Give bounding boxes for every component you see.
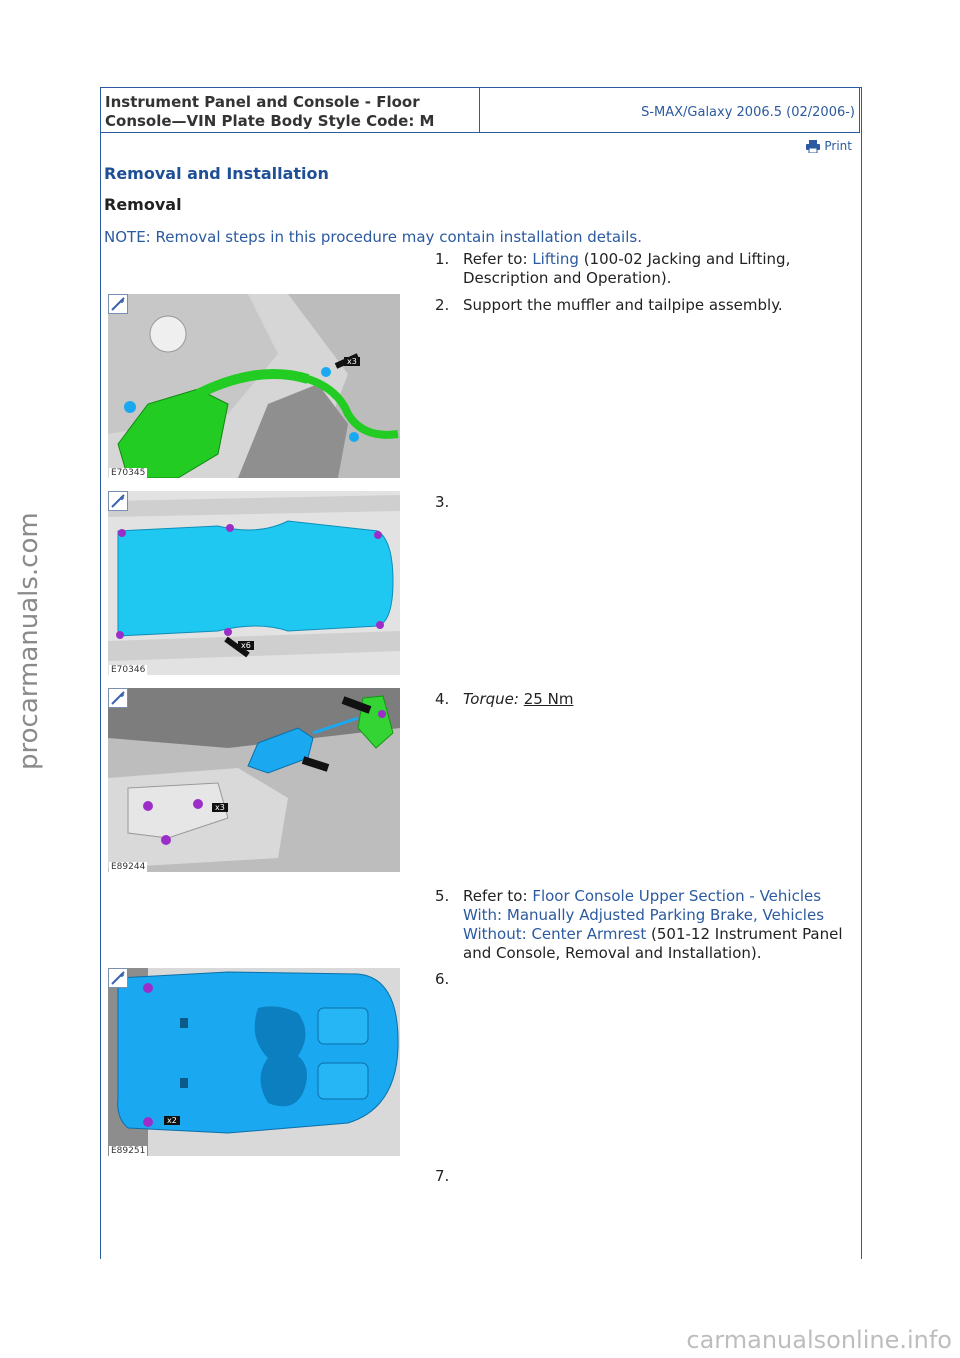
step-6: 6. bbox=[435, 970, 450, 988]
figure-id: E89244 bbox=[111, 862, 146, 872]
zoom-icon[interactable] bbox=[108, 294, 128, 314]
callout-label: x3 bbox=[344, 357, 360, 366]
muffler-illustration bbox=[108, 294, 400, 478]
sub-title: Removal bbox=[104, 195, 182, 214]
callout-label: x2 bbox=[164, 1116, 180, 1125]
side-watermark: procarmanuals.com bbox=[14, 512, 44, 770]
document-header bbox=[100, 87, 860, 133]
print-button[interactable] bbox=[806, 139, 852, 153]
torque-label: Torque: bbox=[463, 690, 519, 708]
figure-e70345 bbox=[108, 294, 400, 478]
step-1: 1. Refer to: Lifting (100-02 Jacking and Lifting, Description and Operation). bbox=[435, 250, 791, 287]
figure-id: E70346 bbox=[111, 665, 146, 675]
page-title: Instrument Panel and Console - Floor Console—VIN Plate Body Style Code: M bbox=[101, 88, 480, 132]
zoom-icon[interactable] bbox=[108, 491, 128, 511]
callout-label: x3 bbox=[212, 803, 228, 812]
figure-id: E89251 bbox=[111, 1146, 146, 1156]
section-title: Removal and Installation bbox=[104, 164, 329, 183]
zoom-icon[interactable] bbox=[108, 688, 128, 708]
link-lifting[interactable]: Lifting bbox=[532, 250, 579, 268]
heat-shield-illustration bbox=[108, 491, 400, 675]
model-label: S-MAX/Galaxy 2006.5 (02/2006-) bbox=[641, 105, 855, 120]
figure-e89251 bbox=[108, 968, 400, 1156]
step-7: 7. bbox=[435, 1167, 450, 1185]
figure-e89244 bbox=[108, 688, 400, 872]
floor-bracket-illustration bbox=[108, 688, 400, 872]
footer-watermark: carmanualsonline.info bbox=[686, 1326, 952, 1354]
step-2: 2. Support the muffler and tailpipe assembly. bbox=[435, 296, 783, 314]
step-3: 3. bbox=[435, 493, 450, 511]
printer-icon bbox=[806, 140, 820, 153]
step-5: 5. Refer to: Floor Console Upper Section - Vehicles With: Manually Adjusted Parking Brake, Vehicles Without: Center Armrest (501-12 Instrument Panel and Console, Removal and Installation). bbox=[435, 887, 843, 962]
note-text: NOTE: Removal steps in this procedure may contain installation details. bbox=[104, 228, 642, 246]
callout-label: x6 bbox=[238, 641, 254, 650]
link-floor-console-upper[interactable]: Floor Console Upper Section - Vehicles With: Manually Adjusted Parking Brake, Vehicles Without: Center Armrest bbox=[463, 887, 825, 943]
print-label: Print bbox=[824, 139, 852, 153]
figure-id: E70345 bbox=[111, 468, 146, 478]
figure-e70346 bbox=[108, 491, 400, 675]
floor-console-illustration bbox=[108, 968, 400, 1156]
step-4: 4. Torque: 25 Nm bbox=[435, 690, 574, 708]
zoom-icon[interactable] bbox=[108, 968, 128, 988]
torque-value: 25 Nm bbox=[523, 690, 574, 708]
